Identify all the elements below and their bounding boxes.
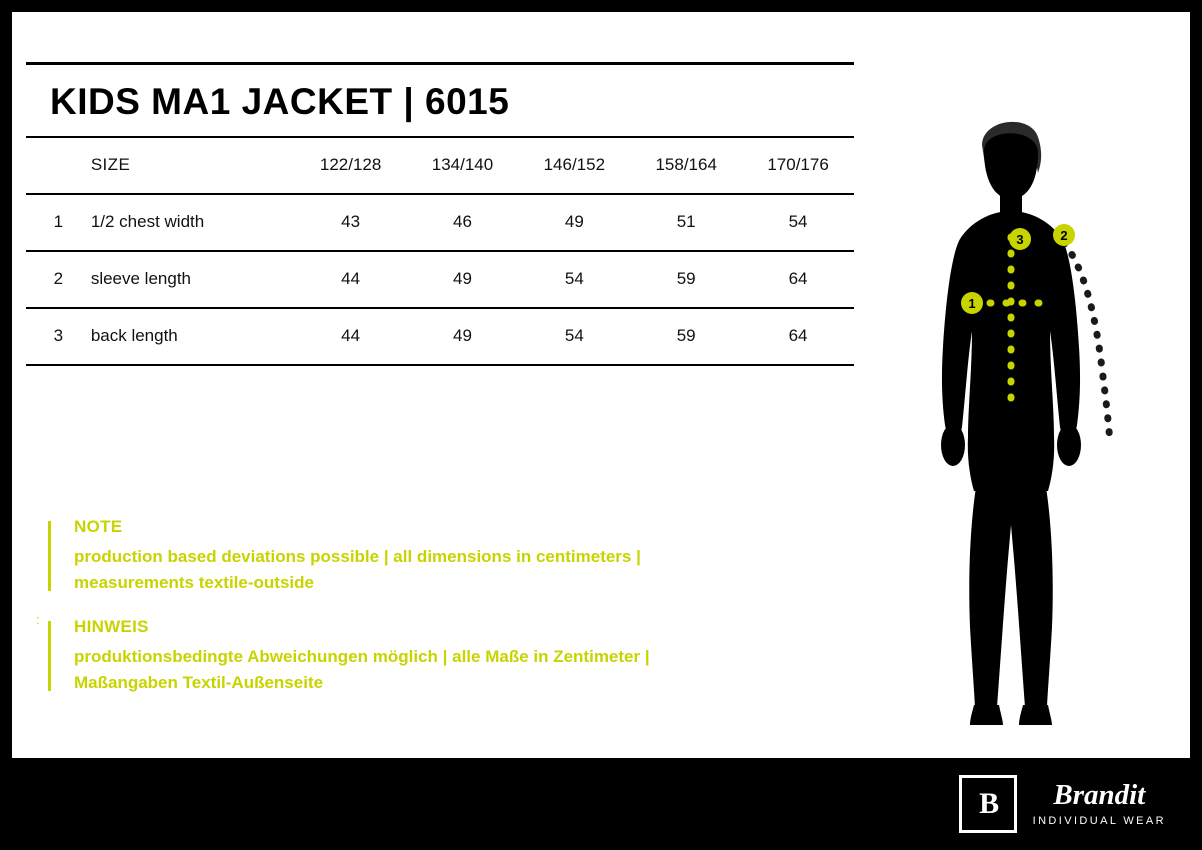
brand-wordmark — [1033, 781, 1166, 827]
row-value: 59 — [630, 251, 742, 308]
header-number — [26, 137, 91, 194]
row-number: 3 — [26, 308, 91, 365]
table-row — [26, 194, 854, 251]
row-value: 54 — [742, 194, 854, 251]
row-value: 44 — [295, 251, 407, 308]
row-value: 46 — [407, 194, 519, 251]
size-table — [26, 136, 854, 366]
row-value: 59 — [630, 308, 742, 365]
row-value: 49 — [518, 194, 630, 251]
row-label: back length — [91, 308, 295, 365]
table-row — [26, 251, 854, 308]
brand-name: Brandit — [1053, 779, 1146, 811]
row-value: 64 — [742, 251, 854, 308]
note-german-heading: HINWEIS — [74, 617, 149, 636]
row-label: sleeve length — [91, 251, 295, 308]
svg-text:1: 1 — [968, 296, 976, 311]
note-german — [48, 617, 748, 695]
measurement-figure — [912, 107, 1192, 747]
table-row — [26, 308, 854, 365]
header-size-0: 122/128 — [295, 137, 407, 194]
note-english-line1: production based deviations possible | all dimensions in centimeters | — [74, 547, 641, 566]
note-german-line1: produktionsbedingte Abweichungen möglich | alle Maße in Zentimeter | — [74, 647, 650, 666]
row-value: 54 — [518, 308, 630, 365]
brand-tagline: INDIVIDUAL WEAR — [1032, 815, 1166, 827]
table-header-row — [26, 137, 854, 194]
row-number: 1 — [26, 194, 91, 251]
row-value: 49 — [407, 251, 519, 308]
header-size-label: SIZE — [91, 137, 295, 194]
note-english-heading: NOTE — [74, 517, 123, 536]
row-value: 49 — [407, 308, 519, 365]
note-english — [48, 517, 748, 595]
header-size-1: 134/140 — [407, 137, 519, 194]
footer-bar — [12, 758, 1202, 850]
page-title: KIDS MA1 JACKET | 6015 — [50, 81, 510, 122]
row-value: 51 — [630, 194, 742, 251]
svg-text:2: 2 — [1060, 228, 1068, 243]
body-silhouette-icon — [941, 122, 1081, 725]
header-size-4: 170/176 — [742, 137, 854, 194]
notes-section — [48, 517, 748, 717]
header-size-3: 158/164 — [630, 137, 742, 194]
row-label: 1/2 chest width — [91, 194, 295, 251]
document-content — [26, 62, 854, 366]
marker-2 — [1053, 224, 1075, 246]
row-value: 43 — [295, 194, 407, 251]
brand-logo — [959, 775, 1166, 833]
stray-marker: : — [36, 612, 40, 627]
marker-3 — [1009, 228, 1031, 250]
note-german-line2: Maßangaben Textil-Außenseite — [74, 672, 324, 692]
marker-1 — [961, 292, 983, 314]
header-size-2: 146/152 — [518, 137, 630, 194]
row-number: 2 — [26, 251, 91, 308]
brand-mark-icon: B — [959, 775, 1017, 833]
note-english-line2: measurements textile-outside — [74, 572, 314, 592]
svg-text:3: 3 — [1016, 232, 1024, 247]
row-value: 44 — [295, 308, 407, 365]
row-value: 54 — [518, 251, 630, 308]
row-value: 64 — [742, 308, 854, 365]
